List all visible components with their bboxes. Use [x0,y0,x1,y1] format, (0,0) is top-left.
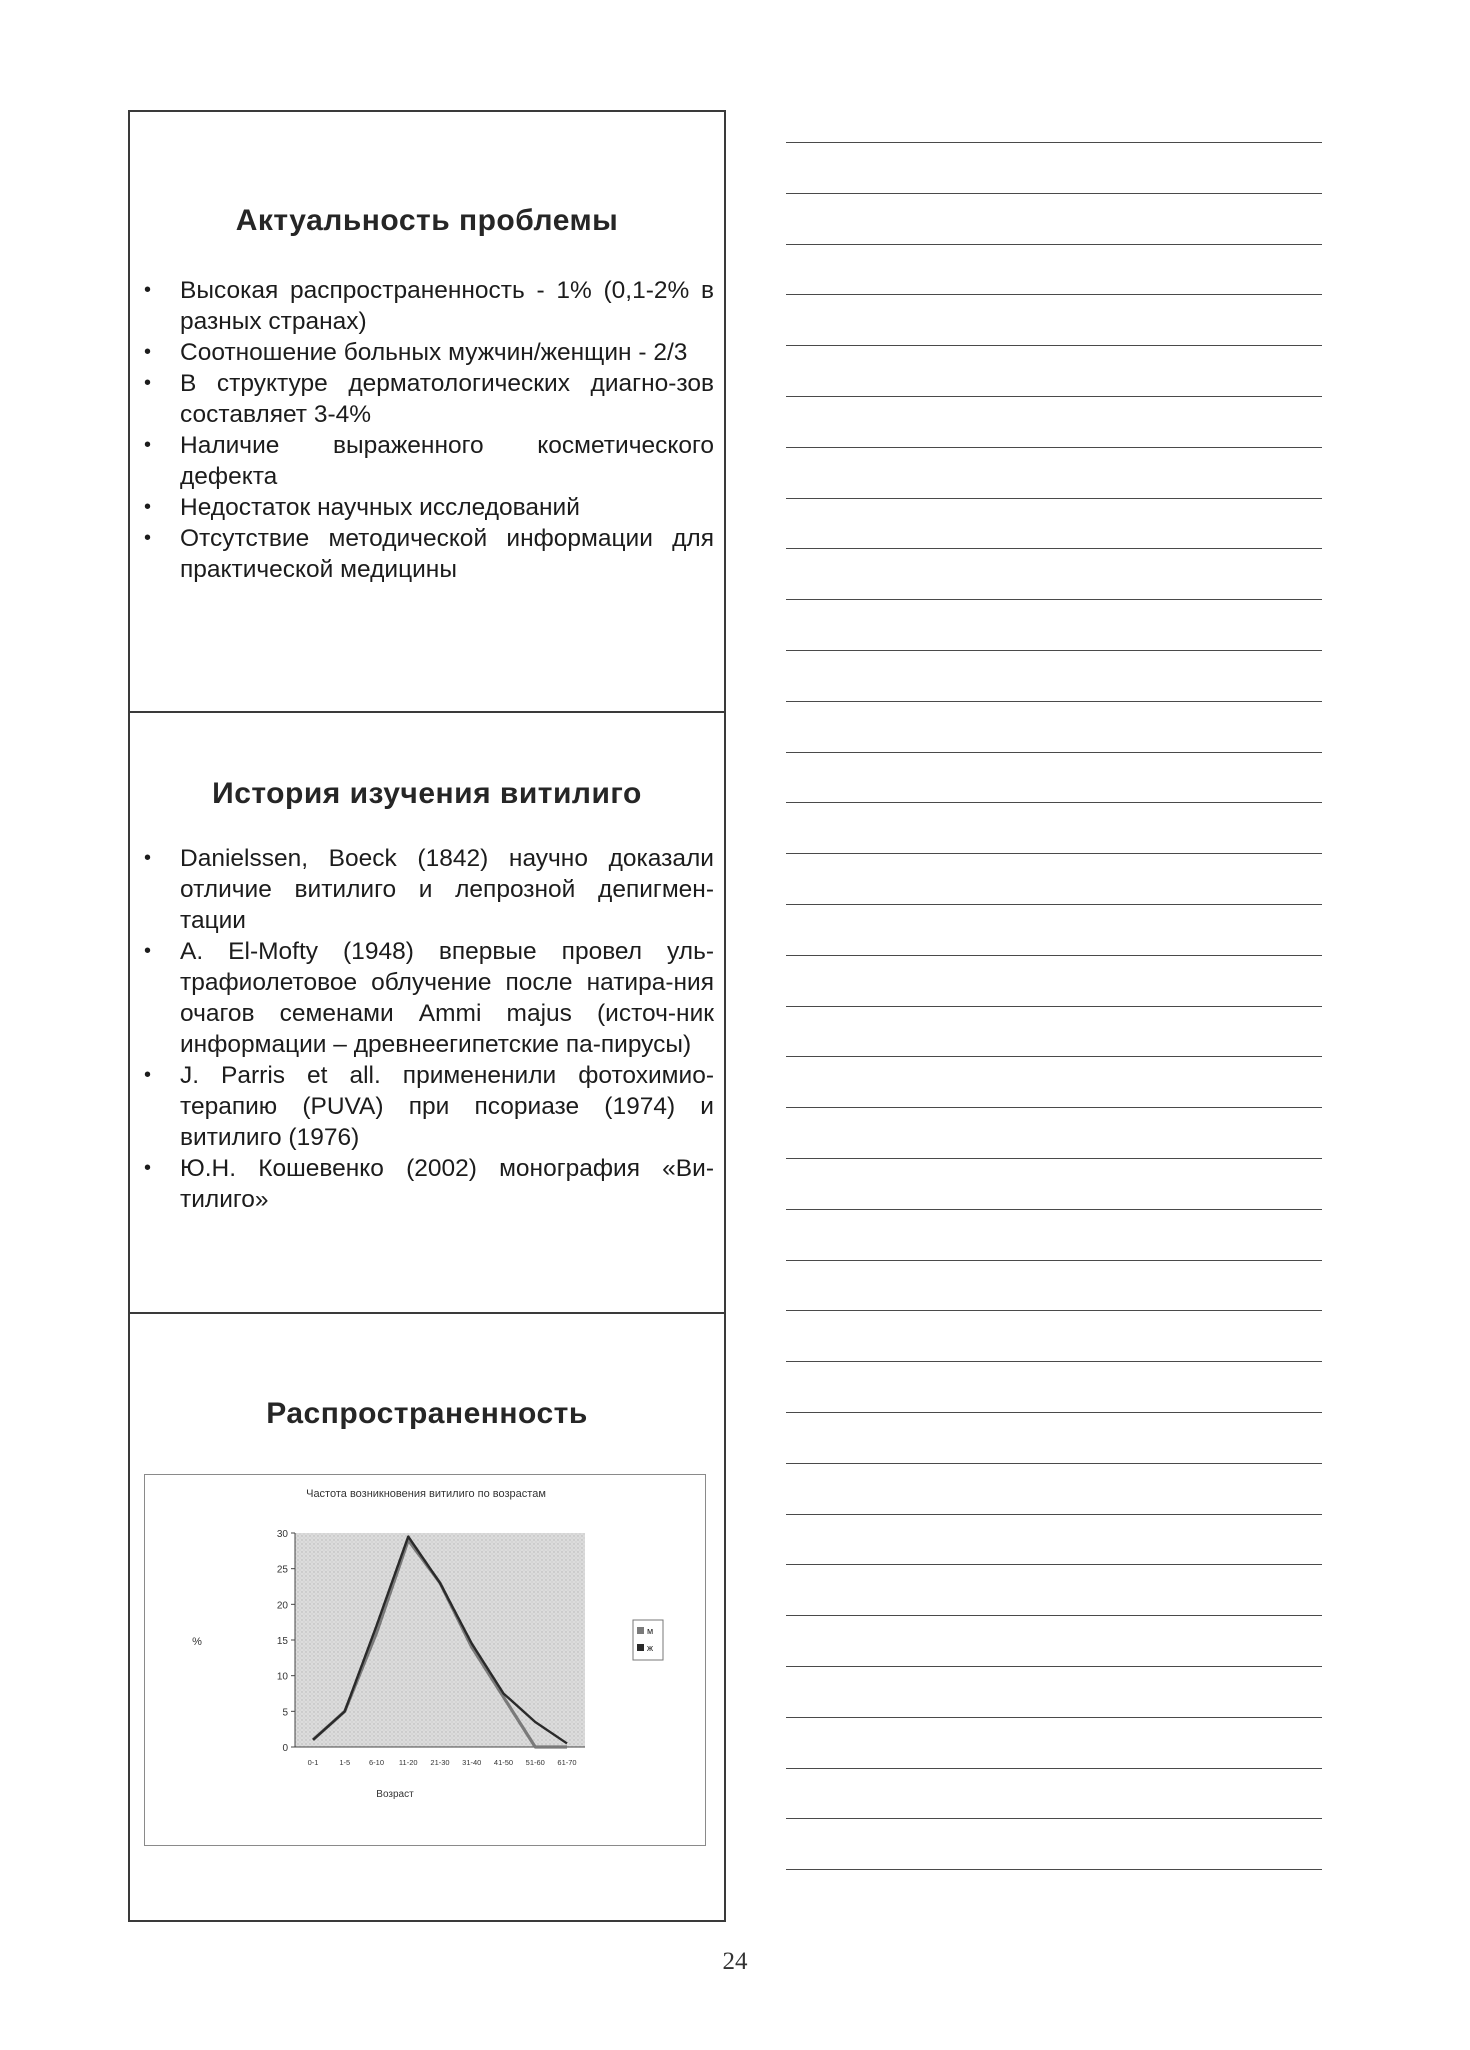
bullet-item: • Соотношение больных мужчин/женщин - 2/3 [168,337,714,368]
note-line [786,498,1322,499]
note-line [786,853,1322,854]
x-axis [295,1747,585,1767]
y-tick-label: 25 [276,1564,288,1576]
x-tick-label: 41-50 [493,1758,514,1767]
y-tick-label: 30 [276,1529,288,1540]
slide-relevance [130,112,724,713]
note-line [786,294,1322,295]
x-tick-label: 1-5 [339,1758,351,1767]
chart-legend [633,1620,663,1660]
note-line [786,1006,1322,1007]
bullet-item: • Ю.Н. Кошевенко (2002) монография «Ви-тилиго» [168,1153,714,1215]
y-tick-label: 15 [276,1636,288,1647]
slide-history [130,713,724,1314]
note-line [786,802,1322,803]
note-line [786,193,1322,194]
note-line [786,1463,1322,1464]
slide-title: Распространенность [266,1397,588,1430]
y-tick-label: 0 [282,1743,288,1754]
note-line [786,244,1322,245]
y-tick-label: 5 [282,1707,288,1719]
legend-swatch [637,1627,644,1634]
note-line [786,1209,1322,1210]
age-frequency-chart [144,1474,706,1846]
note-line [786,142,1322,143]
page-number: 24 [722,1948,748,1975]
legend-label: м [647,1626,654,1636]
note-line [786,1869,1322,1870]
chart-title: Частота возникновения витилиго по возрастам [306,1488,546,1500]
note-line [786,1107,1322,1108]
bullet-item: • Danielssen, Boeck (1842) научно доказали отличие витилиго и лепрозной депигмен-тации [168,843,714,936]
note-line [786,650,1322,651]
y-tick-label: 10 [276,1671,288,1683]
bullet-item: • Высокая распространенность - 1% (0,1-2% в разных странах) [168,275,714,337]
note-line [786,1768,1322,1769]
note-line [786,1056,1322,1057]
note-line [786,1158,1322,1159]
note-line [786,1564,1322,1565]
note-line [786,1717,1322,1718]
x-tick-label: 6-10 [368,1758,385,1767]
note-line [786,1310,1322,1311]
note-line [786,1666,1322,1667]
note-line [786,752,1322,753]
x-tick-label: 31-40 [462,1758,482,1767]
bullet-list [168,843,714,1215]
legend-label: ж [647,1643,654,1653]
note-line [786,1818,1322,1819]
note-line [786,1412,1322,1413]
bullet-item: • Наличие выраженного косметического дефекта [168,430,714,492]
y-axis [277,1529,295,1754]
note-line [786,1514,1322,1515]
note-line [786,1260,1322,1261]
note-line [786,955,1322,956]
legend-swatch [637,1644,644,1651]
note-line [786,1361,1322,1362]
note-line [786,599,1322,600]
x-tick-label: 61-70 [557,1758,577,1767]
x-tick-label: 51-60 [525,1758,545,1767]
note-line [786,548,1322,549]
slide-prevalence [130,1314,724,1922]
slide-title: Актуальность проблемы [235,204,619,237]
bullet-item: • J. Parris et all. примененили фотохимио-терапию (PUVA) при псориазе (1974) и витилиго (1976) [168,1060,714,1153]
note-line [786,396,1322,397]
slide-title: История изучения витилиго [212,777,642,810]
bullet-item: • Недостаток научных исследований [168,492,714,523]
x-tick-label: 11-20 [398,1758,418,1767]
chart-canvas [145,1475,707,1847]
note-line [786,904,1322,905]
bullet-item: • A. El-Mofty (1948) впервые провел уль-трафиолетовое облучение после натира-ния очагов семенами Ammi majus (источ-ник информации – древнеегипетские па-пирусы) [168,936,714,1060]
bullet-item: • В структуре дерматологических диагно-зов составляет 3-4% [168,368,714,430]
note-line [786,447,1322,448]
y-axis-label: % [192,1636,202,1648]
y-tick-label: 20 [276,1600,288,1612]
x-tick-label: 0-1 [307,1758,319,1767]
notes-lines [786,0,1322,2050]
x-tick-label: 21-30 [430,1758,450,1767]
note-line [786,1615,1322,1616]
bullet-list [168,275,714,585]
x-axis-label: Возраст [376,1789,414,1800]
bullet-item: • Отсутствие методической информации для практической медицины [168,523,714,585]
slides-frame [128,110,726,1922]
note-line [786,701,1322,702]
note-line [786,345,1322,346]
